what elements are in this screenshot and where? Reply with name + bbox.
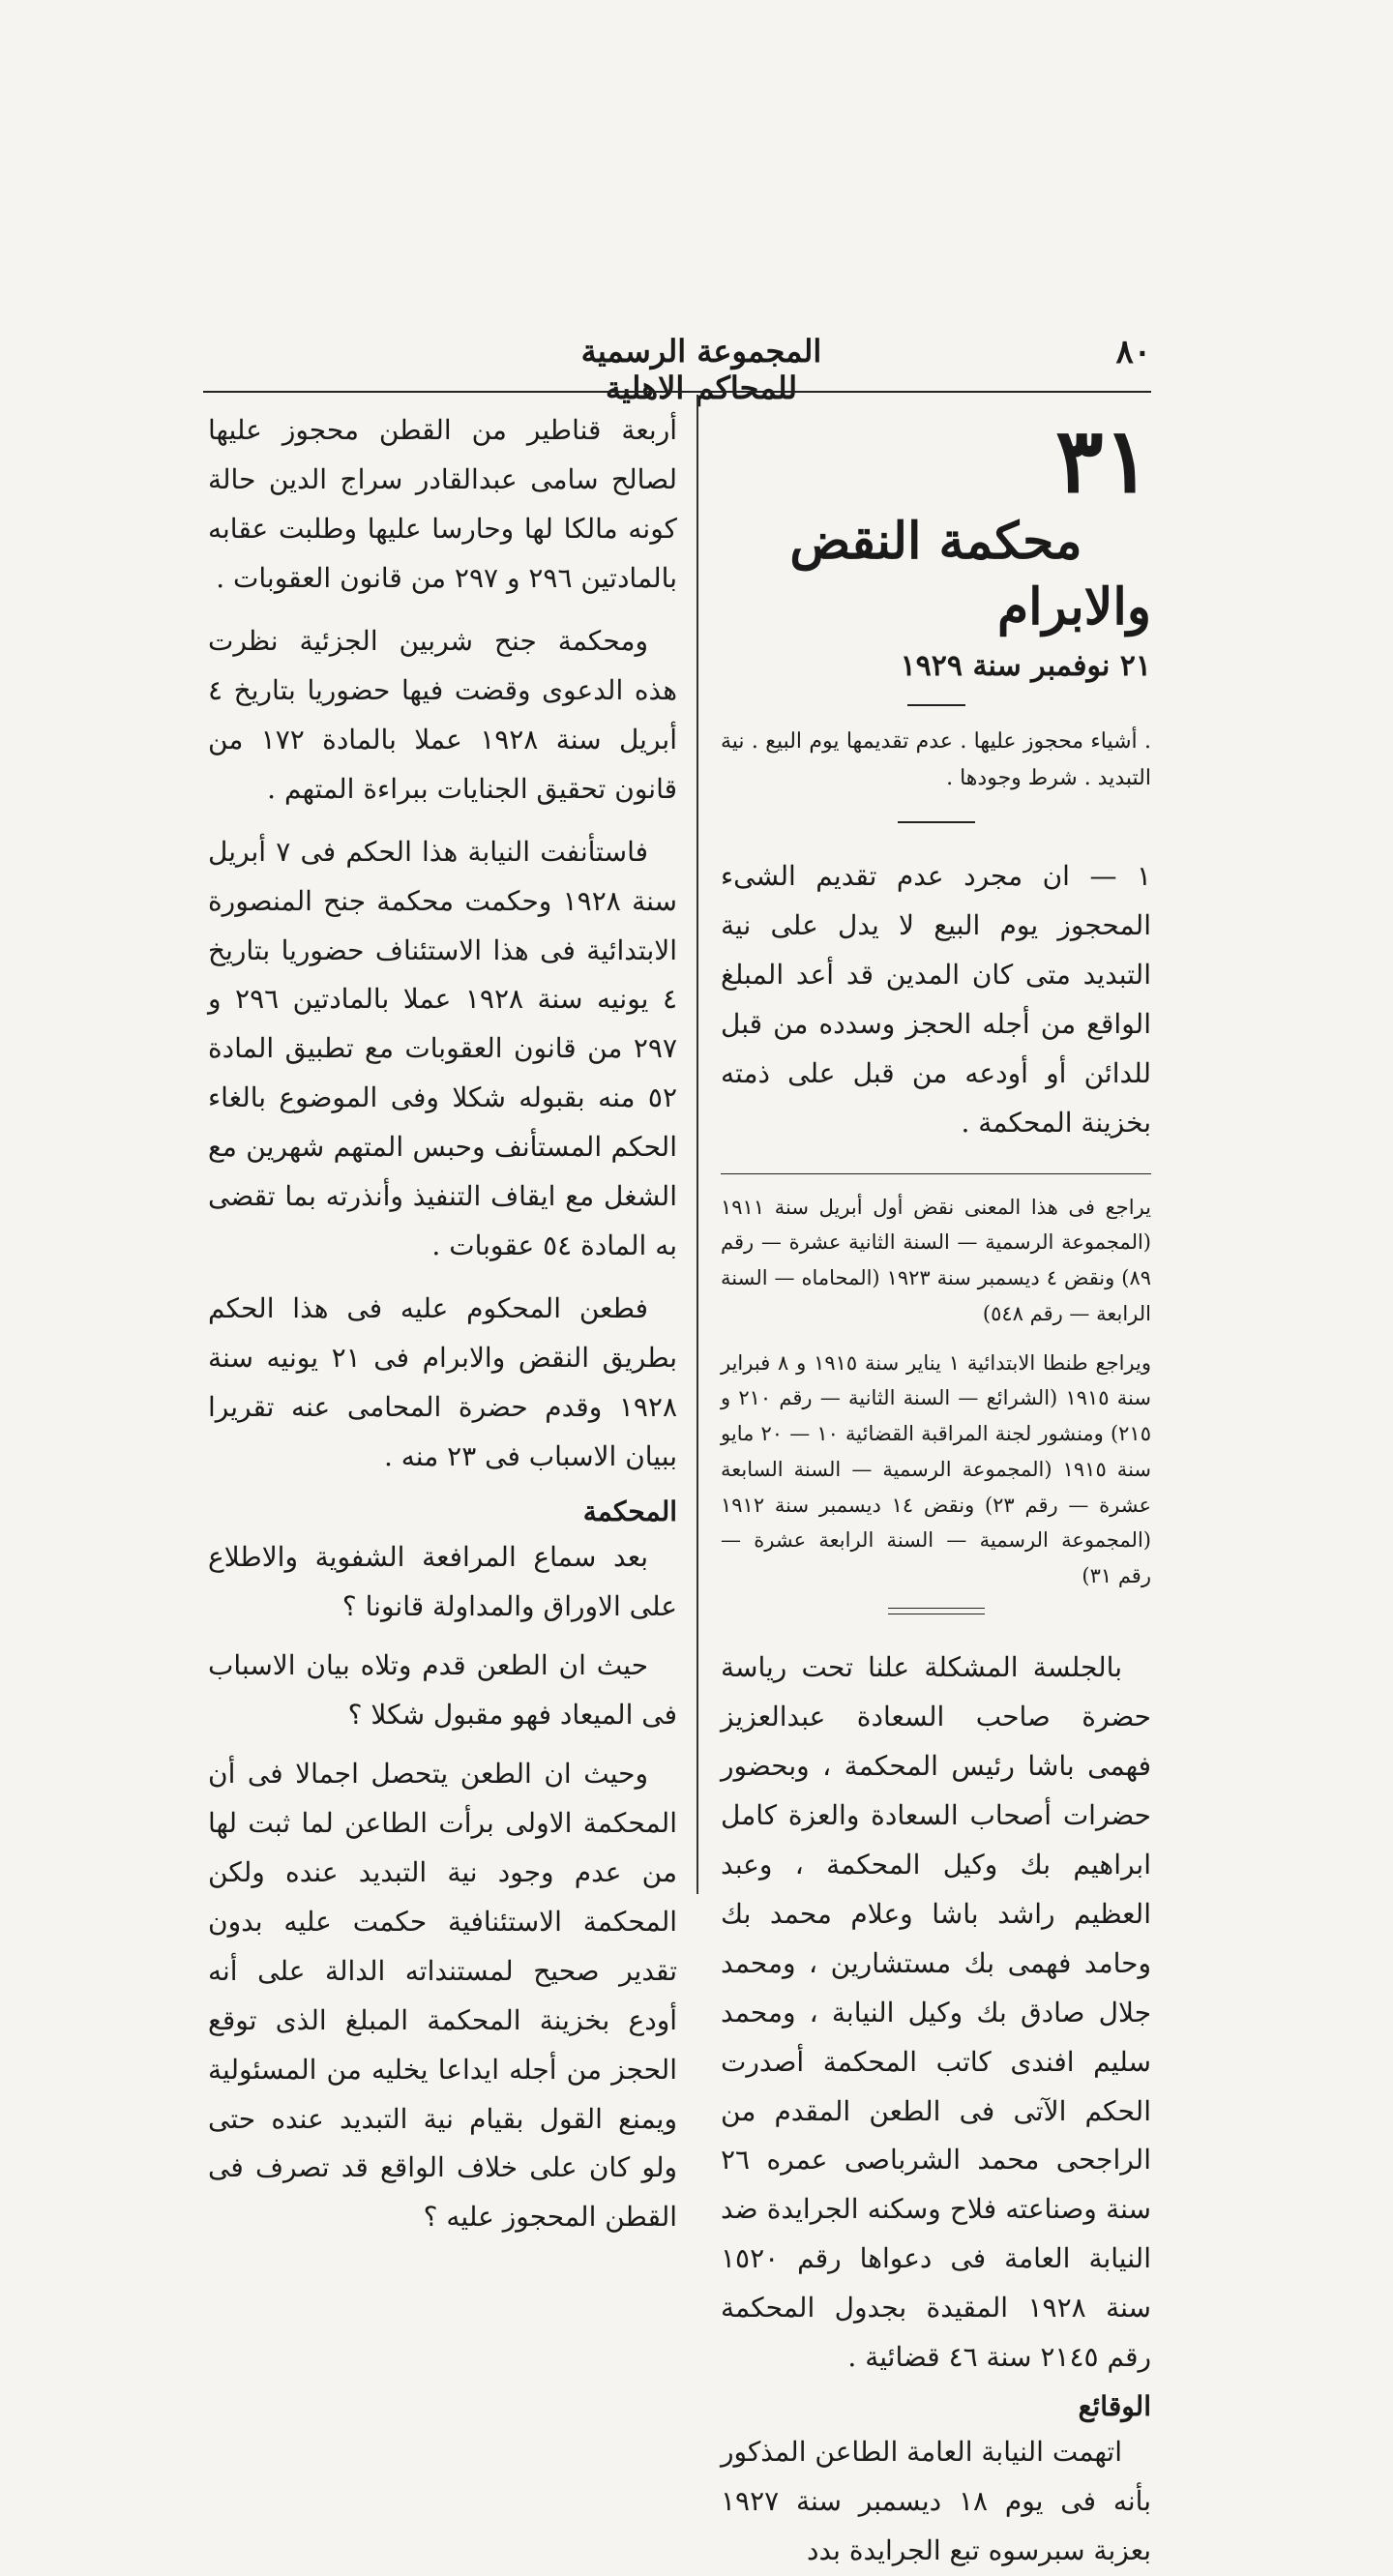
case-date: ٢١ نوفمبر سنة ١٩٢٩ [900, 649, 1151, 684]
body-paragraph: أربعة قناطير من القطن محجوز عليها لصالح سامى عبدالقادر سراج الدين حالة كونه مالكا لها وحارسا عليها وطلبت عقابه بالمادتين ٢٩٦ و ٢٩٧ من قانون العقوبات . [208, 414, 677, 594]
page-header [203, 327, 1151, 406]
legal-principle: ١ — ان مجرد عدم تقديم الشىء المحجوز يوم البيع لا يدل على نية التبديد متى كان المدين قد أعد المبلغ الواقع من أجله الحجز وسدده من قبل للدائن أو أودعه من قبل على ذمته بخزينة المحكمة . [721, 859, 1151, 1139]
court-paragraph: حيث ان الطعن قدم وتلاه بيان الاسباب فى الميعاد فهو مقبول شكلا ؟ [208, 1648, 677, 1731]
court-heading: المحكمة [582, 1495, 677, 1528]
facts-paragraph: اتهمت النيابة العامة الطاعن المذكور بأنه فى يوم ١٨ ديسمبر سنة ١٩٢٧ بعزبة سبرسوه تبع الجرايدة بدد [720, 2436, 1151, 2567]
case-number: ٣١ [1055, 408, 1151, 513]
running-title: المجموعة الرسمية للمحاكم الاهلية [580, 333, 822, 406]
citation: يراجع فى هذا المعنى نقض أول أبريل سنة ١٩١١ (المجموعة الرسمية — السنة الثانية عشرة — رقم ٨٩) ونقض ٤ ديسمبر سنة ١٩٢٣ (المحاماه — السنة الرابعة — رقم ٥٤٨) [721, 1195, 1151, 1325]
court-paragraph: وحيث ان الطعن يتحصل اجمالا فى أن المحكمة الاولى برأت الطاعن لما ثبت لها من عدم وجود نية التبديد عنده ولكن المحكمة الاستئنافية حكمت عليه بدون تقدير صحيح لمستنداته الدالة على أنه أودع بخزينة المحكمة المبلغ الذى توقع الحجز من أجله ايداعا يخليه من المسئولية ويمنع القول بقيام نية التبديد عنده حتى ولو كان على خلاف الواقع قد تصرف فى القطن المحجوز عليه ؟ [208, 1757, 677, 2234]
session-paragraph: بالجلسة المشكلة علنا تحت رياسة حضرة صاحب السعادة عبدالعزيز فهمى باشا رئيس المحكمة ، وبحضور حضرات أصحاب السعادة والعزة كامل ابراهيم بك وكيل المحكمة ، وعبد العظيم راشد باشا وعلام محمد بك وحامد فهمى بك مستشارين ، ومحمد جلال صادق بك وكيل النيابة ، ومحمد سليم افندى كاتب المحكمة أصدرت الحكم الآتى فى الطعن المقدم من الراجحى محمد الشرباصى عمره ٢٦ سنة وصناعته فلاح وسكنه الجرايدة ضد النيابة العامة فى دعواها رقم ١٥٢٠ سنة ١٩٢٨ المقيدة بجدول المحكمة رقم ٢١٤٥ سنة ٤٦ قضائية . [721, 1650, 1152, 2374]
column-divider [696, 395, 698, 1894]
page-number: ٨٠ [1115, 333, 1151, 371]
divider [907, 704, 965, 706]
header-rule [203, 391, 1151, 393]
double-divider [888, 1608, 985, 1614]
citation: ويراجع طنطا الابتدائية ١ يناير سنة ١٩١٥ و ٨ فبراير سنة ١٩١٥ (الشرائع — السنة الثانية — رقم ٢١٠ و ٢١٥) ومنشور لجنة المراقبة القضائية ١٠ — ٢٠ مايو سنة ١٩١٥ (المجموعة الرسمية — السنة السابعة عشرة — رقم ٢٣) ونقض ١٤ ديسمبر سنة ١٩١٢ (المجموعة الرسمية — السنة الرابعة عشرة — رقم ٣١) [721, 1350, 1152, 1588]
body-paragraph: ومحكمة جنح شربين الجزئية نظرت هذه الدعوى وقضت فيها حضوريا بتاريخ ٤ أبريل سنة ١٩٢٨ عملا بالمادة ١٧٢ من قانون تحقيق الجنايات ببراءة المتهم . [208, 624, 677, 805]
right-column [721, 406, 1151, 2576]
left-column [208, 406, 677, 2252]
facts-heading: الوقائع [1078, 2390, 1151, 2423]
court-name: محكمة النقض والابرام [789, 512, 1151, 637]
footnote-rule [721, 1173, 1151, 1174]
body-paragraph: فاستأنفت النيابة هذا الحكم فى ٧ أبريل سنة ١٩٢٨ وحكمت محكمة جنح المنصورة الابتدائية فى هذا الاستئناف حضوريا بتاريخ ٤ يونيه سنة ١٩٢٨ عملا بالمادتين ٢٩٦ و ٢٩٧ من قانون العقوبات مع تطبيق المادة ٥٢ منه بقبوله شكلا وفى الموضوع بالغاء الحكم المستأنف وحبس المتهم شهرين مع الشغل مع ايقاف التنفيذ وأنذرته بما تقضى به المادة ٥٤ عقوبات . [208, 835, 678, 1262]
body-paragraph: فطعن المحكوم عليه فى هذا الحكم بطريق النقض والابرام فى ٢١ يونيه سنة ١٩٢٨ وقدم حضرة المحامى عنه تقريرا ببيان الاسباب فى ٢٣ منه . [208, 1292, 677, 1473]
case-keywords: . أشياء محجوز عليها . عدم تقديمها يوم البيع . نية التبديد . شرط وجودها . [721, 729, 1151, 790]
divider [898, 821, 975, 823]
court-paragraph: بعد سماع المرافعة الشفوية والاطلاع على الاوراق والمداولة قانونا ؟ [208, 1541, 677, 1622]
